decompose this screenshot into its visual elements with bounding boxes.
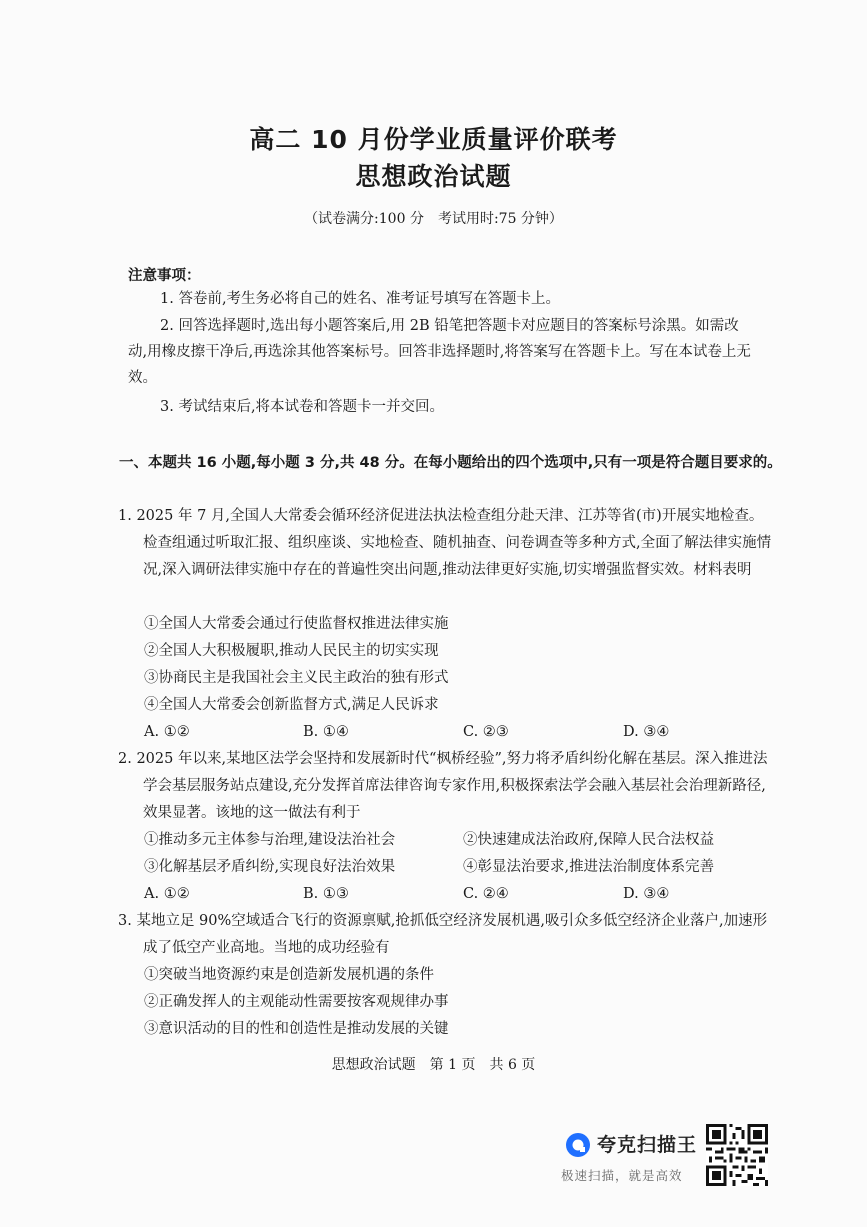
qr-code-icon (706, 1124, 768, 1186)
q2-choice-d: D. ③④ (623, 886, 670, 902)
note-item-3: 3. 考试结束后,将本试卷和答题卡一并交回。 (160, 399, 445, 415)
question-2-stem: 2. 2025 年以来,某地区法学会坚持和发展新时代“枫桥经验”,努力将矛盾纠纷化解在基层。深入推进法学会基层服务站点建设,充分发挥首席法律咨询专家作用,积极探索法学会融入基层社会治理新路径,效果显著。该地的这一做法有利于 (118, 751, 768, 821)
notes-heading: 注意事项： (128, 268, 201, 284)
q1-choice-c: C. ②③ (463, 724, 509, 740)
q2-statement-3: ③化解基层矛盾纠纷,实现良好法治效果 (144, 859, 396, 875)
quark-logo-icon (565, 1132, 591, 1158)
q2-choice-c: C. ②④ (463, 886, 509, 902)
exam-subject-title: 思想政治试题 (355, 162, 512, 191)
q3-statement-2: ②正确发挥人的主观能动性需要按客观规律办事 (144, 994, 449, 1010)
q1-choice-a: A. ①② (144, 724, 190, 740)
q3-statement-1: ①突破当地资源约束是创造新发展机遇的条件 (144, 967, 434, 983)
scanner-brand-name: 夸克扫描王 (597, 1134, 698, 1156)
exam-title: 高二 10 月份学业质量评价联考 (249, 125, 618, 154)
q1-choice-d: D. ③④ (623, 724, 670, 740)
q2-statement-2: ②快速建成法治政府,保障人民合法权益 (463, 832, 715, 848)
q1-statement-4: ④全国人大常委会创新监督方式,满足人民诉求 (144, 697, 439, 713)
scanner-watermark (561, 1128, 711, 1188)
q2-choice-b: B. ①③ (303, 886, 349, 902)
q1-statement-2: ②全国人大积极履职,推动人民民主的切实实现 (144, 643, 439, 659)
q2-choice-a: A. ①② (144, 886, 190, 902)
q1-choice-b: B. ①④ (303, 724, 349, 740)
q3-statement-3: ③意识活动的目的性和创造性是推动发展的关键 (144, 1021, 449, 1037)
note-item-2: 2. 回答选择题时,选出每小题答案后,用 2B 铅笔把答题卡对应题目的答案标号涂黑。如需改动,用橡皮擦干净后,再选涂其他答案标号。回答非选择题时,将答案写在答题卡上。写在本试卷上无效。 (128, 318, 751, 386)
exam-info: （试卷满分:100 分 考试用时:75 分钟） (304, 211, 563, 227)
note-item-1: 1. 答卷前,考生务必将自己的姓名、准考证号填写在答题卡上。 (160, 291, 561, 307)
scanner-slogan: 极速扫描，就是高效 (561, 1168, 683, 1183)
q1-statement-1: ①全国人大常委会通过行使监督权推进法律实施 (144, 616, 449, 632)
question-3-stem: 3. 某地立足 90%空域适合飞行的资源禀赋,抢抓低空经济发展机遇,吸引众多低空经济企业落户,加速形成了低空产业高地。当地的成功经验有 (118, 913, 768, 956)
section-heading: 一、本题共 16 小题,每小题 3 分,共 48 分。在每小题给出的四个选项中,只有一项是符合题目要求的。 (119, 455, 782, 471)
q2-statement-1: ①推动多元主体参与治理,建设法治社会 (144, 832, 396, 848)
page-footer: 思想政治试题 第 1 页 共 6 页 (331, 1057, 536, 1073)
q2-statement-4: ④彰显法治要求,推进法治制度体系完善 (463, 859, 715, 875)
question-1-stem: 1. 2025 年 7 月,全国人大常委会循环经济促进法执法检查组分赴天津、江苏等省(市)开展实地检查。检查组通过听取汇报、组织座谈、实地检查、随机抽查、问卷调查等多种方式,全面了解法律实施情况,深入调研法律实施中存在的普遍性突出问题,推动法律更好实施,切实增强监督实效。材料表明 (118, 508, 772, 578)
q1-statement-3: ③协商民主是我国社会主义民主政治的独有形式 (144, 670, 449, 686)
